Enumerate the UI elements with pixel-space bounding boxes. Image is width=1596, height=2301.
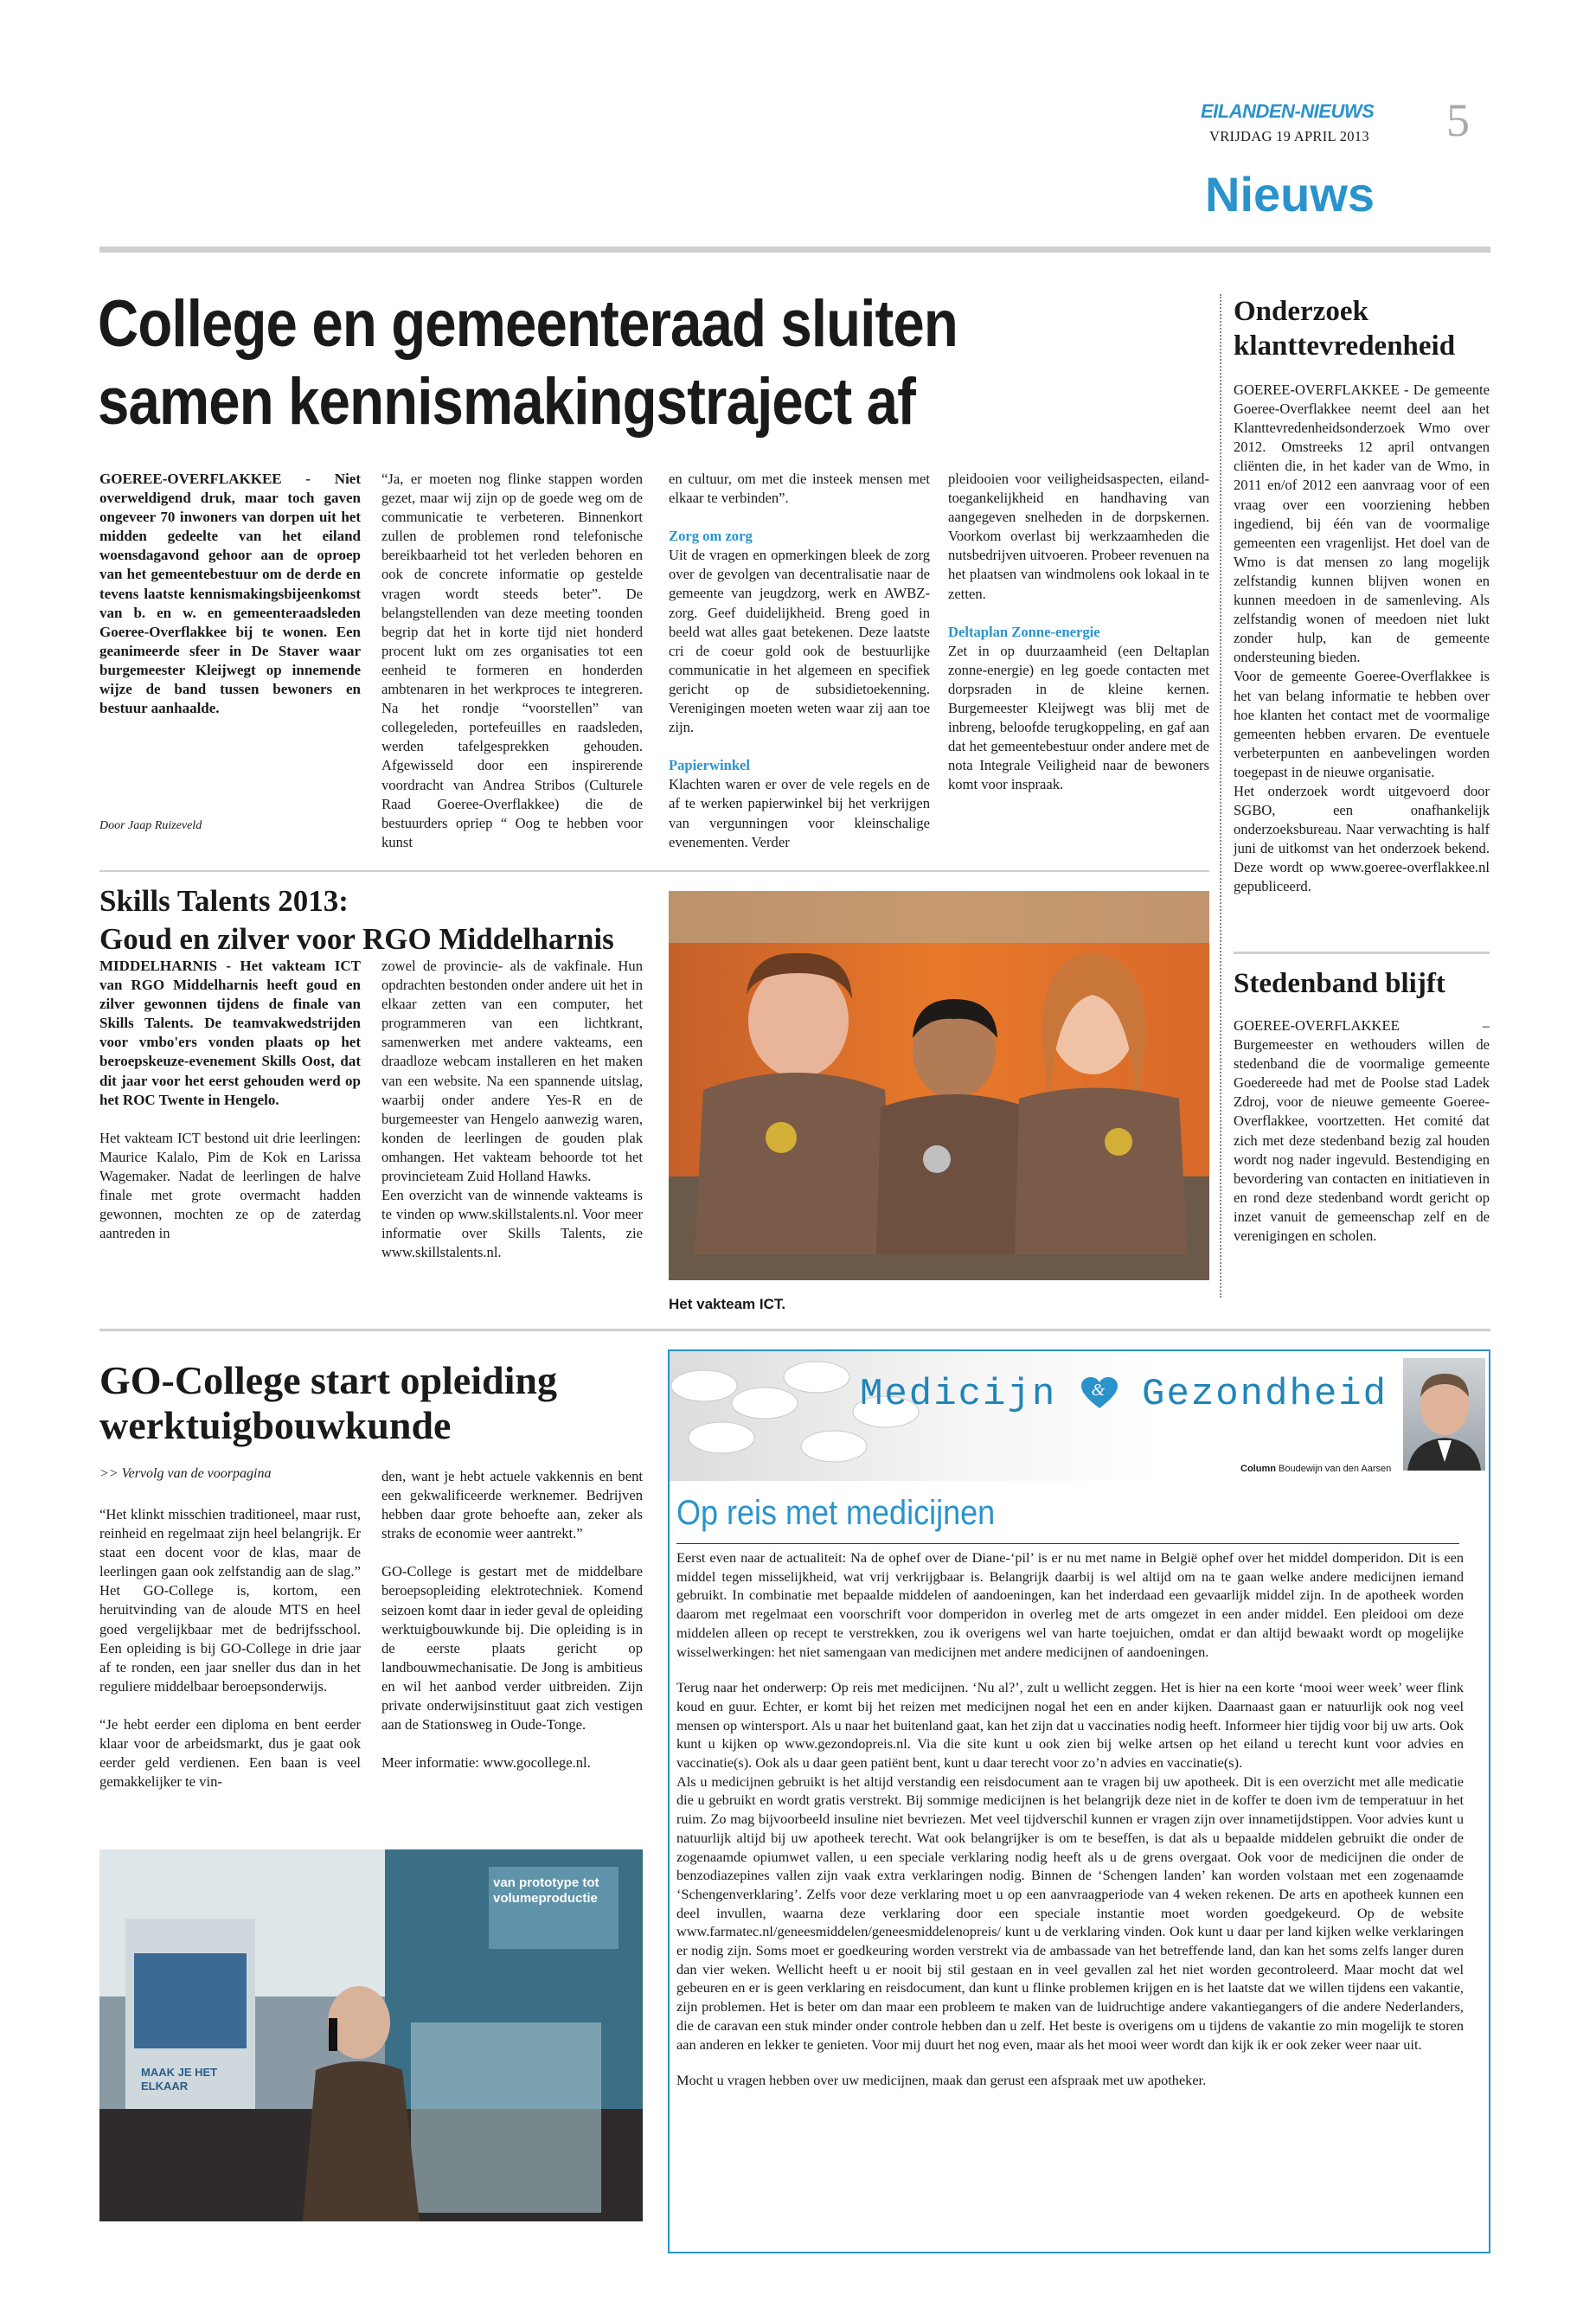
column-p3: Als u medicijnen gebruikt is het altijd verstandig een reisdocument aan te vragen bij uw apotheek. Dit is een overzicht met alle medicatie die u gebruikt en wordt gratis verstrekt. Bij sommige medicijnen is het belangrijk deze niet in de koffer te doen ivm de temperatuur in het ruim. Zo mag bijvoorbeeld insuline niet bevriezen. Met veel tijdverschil kunnen er vragen zijn over innametijdstippen. Voor advies kunt u natuurlijk altijd bij uw apotheek terecht. Wat ook belangrijker is om te beseffen, is dat als u bepaalde middelen gebruikt die onder de zogenaamde opiumwet vallen, u een speciale verklaring nodig heeft als u de grens overgaat. Ook voor de medicijnen die onder de benzodiazepines vallen zijn vaak extra verklaringen nodig. Binnen de ‘Schengen landen’ kan worden volstaan met een zogenaamde ‘Schengenverklaring’. Zelfs voor deze verklaring moet u op een aanvraagperiode van 4 weken rekenen. De arts en apotheek kunnen een deel invullen, waarna deze verklaring door een speciale instantie moet worden goedgekeurd. Op de website www.farmatec.nl/geneesmiddelen/geneesmiddelenopreis/ kunt u de verklaring vinden. Ook kunt u daar per land kijken welke verklaringen er nodig zijn. Soms moet er goedkeuring worden verstrekt via de ambassade van het betreffende land, dan kan het soms zelfs langer duren dan vier weken. Wellicht heeft u er nooit bij stil gestaan en in veel gevallen zal het niet worden gecontroleerd. Maar mocht dat wel gebeuren en er is geen verklaring en reisdocument, dan kunt u flinke problemen krijgen en is het laatste dat we willen tijdens een vakantie, zijn problemen. Het is beter om dan maar een probleem te maken van de luidruchtige andere vakantiegangers of die andere Nederlanders, die de caravan een stuk minder onder controle hebben dan u zelf. Het beste is overigens om u tijdens de vakantie zo min mogelijk te storen aan anderen en lekker te genieten. Voor mij duurt het nog even, maar als het mooi weer wordt dan kijk ik er ook zeker weer naar uit. [676,1772,1464,2053]
speaker-photo-banner-text: van prototype tot volumeproductie [493,1875,599,1906]
article2-lead: MIDDELHARNIS - Het vakteam ICT van RGO Middelharnis heeft goud en zilver gewonnen tijdens de finale van Skills Talents. De teamvakwedstrijden voor vmbo'ers vonden plaats op het beroepskeuze-evenement Skills Oost, dat dit jaar voor het eerst gehouden werd op het ROC Twente in Hengelo. [99,958,361,1108]
article1-title-line2: samen kennismakingstraject af [98,365,915,439]
banner-word-medicijn: Medicijn [860,1373,1057,1416]
article2-bottom-rule [99,1329,1490,1331]
banner-word-gezondheid: Gezondheid [1142,1373,1388,1416]
speaker-photo [99,1849,643,2221]
team-photo-image [669,891,1209,1280]
column-p1: Eerst even naar de actualiteit: Na de ophef over de Diane-‘pil’ is er nu met name in België ophef over het middel domperidon. Dit is een middel tegen misselijkheid, wat vrij verkrijgbaar is. Belangrijk daarbij is wel altijd om na te gaan welke andere medicijnen iemand gebruikt. In combinatie met bepaalde middelen of aandoeningen, kan het inderdaad een gevaarlijk middel zijn. In de apotheek worden daarom met regelmaat een voorschrift voor domperidon in overleg met de arts omgezet in een ander middel. Een pleidooi om deze middelen alleen op recept te verstrekken, zou ik overigens wel van harte toejuichen, omdat er dan altijd bewaakt wordt op mogelijke wisselwerkingen: het niet samengaan van medicijnen met andere medicijnen of aandoeningen. [676,1549,1464,1660]
column-credit [1240,1464,1391,1474]
article1-col2: “Ja, er moeten nog flinke stappen worden gezet, maar wij zijn op de goede weg om de communicatie te verbeteren. Binnenkort zullen de problemen rond telefonische bereikbaarheid tot het verleden behoren en ook de concrete informatie op gestelde vragen wordt steeds beter”. De belangstellenden van deze meeting toonden begrip dat het in korte tijd niet honderd procent lukt om zes organisaties tot een eenheid te formeren en honderden ambtenaren in het werkproces te integreren. Na het rondje “voorstellen” van collegeleden, portefeuilles en raadsleden, werden tafelgesprekken gehouden. Afgewisseld door een inspirerende voordracht van Andrea Stribos (Culturele Raad Goeree-Overflakkee) die de bestuurders opriep “ Oog te hebben voor kunst [381,471,643,850]
sidebar-title-stedenband: Stedenband blijft [1234,968,1445,999]
column-label: Column [1240,1464,1276,1474]
article1-subhead-papierwinkel: Papierwinkel [669,757,751,774]
sidebar-onderzoek-p2: Voor de gemeente Goeree-Overflakkee is het van belang informatie te hebben over hoe klanten het contact met de voormalige gemeenten hebben ervaren. De eventuele verbeterpunten en aanbevelingen worden toegepast in de nieuwe organisatie. [1234,668,1490,780]
header-rule [99,247,1490,253]
columnist-avatar [1403,1358,1485,1471]
article2-title-line2: Goud en zilver voor RGO Middelharnis [99,922,614,956]
article3-col2-p3: Meer informatie: www.gocollege.nl. [381,1754,591,1772]
article1-lead: GOEREE-OVERFLAKKEE - Niet overweldigend druk, maar toch gaven ongeveer 70 inwoners van dorpen uit het midden gedeelte van het eiland woensdagavond gehoor aan de oproep van het gemeentebestuur om de derde en tevens laatste kennismakingsbijeenkomst van b. en w. en gemeenteraadsleden Goeree-Overflakkee bij te wonen. Een geanimeerde sfeer in De Staver waar burgemeester Kleijwegt op innemende wijze de band tussen bewoners en bestuur aanhaalde. [99,471,361,717]
column-author: Boudewijn van den Aarsen [1279,1464,1392,1474]
speaker-photo-poster-text: MAAK JE HET ELKAAR [141,2066,218,2093]
article3-col1-p2: “Je hebt eerder een diploma en bent eerder klaar voor de arbeidsmarkt, dus je gaat ook eerder geld verdienen. Een baan is veel gemakkelijker te vin- [99,1715,361,1791]
column-banner [670,1351,1489,1481]
column-title-rule [676,1543,1459,1544]
masthead-date: VRIJDAG 19 APRIL 2013 [1209,128,1369,144]
article3-title-line1: GO-College start opleiding [99,1358,557,1402]
sidebar-onderzoek-p1: GOEREE-OVERFLAKKEE - De gemeente Goeree-Overflakkee neemt deel aan het Klanttevredenheidsonderzoek Wmo over 2012. Omstreeks 12 april ontvangen cliënten die, in het kader van de Wmo, in 2011 en/of 2012 een aanvraag voor of een vraag over een voorziening hebben ingediend, bij één van de voormalige gemeenten een vragenlijst. Het doel van de Wmo is dat mensen zo lang mogelijk zelfstandig kunnen blijven wonen en kunnen meedoen in de samenleving. Als zelfstandig wonen of meedoen niet lukt zonder hulp, kan de gemeente ondersteuning bieden. [1234,381,1490,666]
article3-col2-p1: den, want je hebt actuele vakkennis en bent een gekwalificeerde werknemer. Bedrijven hebben daar grote behoefte aan, zeker als straks de economie weer aantrekt.” [381,1468,643,1542]
article2-title [99,882,614,958]
team-photo [669,891,1209,1280]
column-title: Op reis met medicijnen [676,1494,996,1532]
article2-title-line1: Skills Talents 2013: [99,884,349,918]
column-p2: Terug naar het onderwerp: Op reis met medicijnen. ‘Nu al?’, zult u wellicht zeggen. Het is hier na een korte ‘mooi weer week’ weer flink koud en guur. Echter, er komt bij het reizen met medicijnen nogal het een en ander kijken. Daarnaast gaan er natuurlijk ook nog veel mensen op wintersport. Als u naar het buitenland gaat, kan het zijn dat u vaccinaties nodig heeft. Informeer hier tijdig voor bij uw arts. Ook kunt u kijken op www.gezondopreis.nl. Via die site kunt u ook zien bij welke artsen op het eiland u terecht kunt voor advies en vaccinatie(s). Ook als u daar geen patiënt bent, kunt u daar terecht voor zo’n advies en vaccinatie(s). [676,1679,1464,1772]
article1-title-line1: College en gemeenteraad sluiten [98,287,958,361]
sidebar-body-stedenband: GOEREE-OVERFLAKKEE – Burgemeester en wethouders willen de stedenband die de voormalige gemeente Goedereede had met de Poolse stad Ladek Zdroj, voor de nieuwe gemeente Goeree-Overflakkee, voortzetten. Het comité dat zich met deze stedenband bezig zal houden wordt nog nader ingevuld. Bestendiging en bevordering van contacten en initiatieven in en rond deze stedenband wordt gericht op inzet vanuit de gemeenschap zelf en de verenigingen en scholen. [1234,1017,1490,1245]
column-body [676,1548,1464,2090]
article3-continued: >> Vervolg van de voorpagina [99,1466,272,1481]
sidebar-divider [1220,294,1221,1298]
page-number: 5 [1446,94,1470,146]
article3-col1 [99,1505,361,1791]
article1-col4-p1: pleidooien voor veiligheidsaspecten, eiland-toegankelijkheid en handhaving van aangegeven snelheden in de dorpskernen. Voorkom overlast bij werkzaamheden die nutsbedrijven uitvoeren. Probeer revenuen na het plaatsen van windmolens ook lokaal in te zetten. [948,471,1209,602]
column-p4: Mocht u vragen hebben over uw medicijnen, maak dan gerust een afspraak met uw apotheker. [676,2072,1207,2089]
article1-col3-p2: Uit de vragen en opmerkingen bleek de zorg over de gevolgen van decentralisatie naar de gemeente van jeugdzorg, werk en AWBZ-zorg. Geef duidelijkheid. Breng goed in beeld wat alles gaat betekenen. Deze laatste cri de coeur gold ook de bestuurlijke communicatie in het algemeen en specifiek gericht op de subsidietoekenning. Verenigingen moeten weten waar zij aan toe zijn. [669,547,930,736]
article1-col3-p3: Klachten waren er over de vele regels en de af te werken papierwinkel bij het verkrijgen van vergunningen voor kleinschalige evenementen. Verder [669,776,930,850]
sidebar-onderzoek-p3: Het onderzoek wordt uitgevoerd door SGBO, een onafhankelijk onderzoeksbureau. Naar verwachting is half juni de uitkomst van het onderzoek bekend. Deze wordt op www.goeree-overflakkee.nl gepubliceerd. [1234,782,1490,895]
article1-col4-p2: Zet in op duurzaamheid (een Deltaplan zonne-energie) en leg goede contacten met dorpsraden in de kleine kernen. Burgemeester Kleijwegt was blij met de inbreng, beloofde terugkoppeling, en gaf aan dat het gemeentebestuur onder andere met de nota Integrale Veiligheid naar de bewoners komt voor inspraak. [948,642,1209,793]
article2-col2-p2: Een overzicht van de winnende vakteams is te vinden op www.skillstalents.nl. Voor meer informatie over Skills Talents, zie www.skillstalents.nl. [381,1187,643,1261]
article3-col2-p2: GO-College is gestart met de middelbare beroepsopleiding elektrotechniek. Komend seizoen komt daar in ieder geval de opleiding werktuigbouwkunde bij. Die opleiding is in de eerste plaats gericht op landbouwmechanisatie. De Jong is ambitieus en wil het aanbod verder uitbreiden. Zijn private onderwijsinstituut gaat zich vestigen aan de Stationsweg in Oude-Tonge. [381,1563,643,1734]
team-photo-caption: Het vakteam ICT. [669,1296,786,1312]
article3-title [99,1358,557,1448]
column-box [668,1349,1490,2253]
article1-col3-p1: en cultuur, om met die insteek mensen met elkaar te verbinden”. [669,471,930,507]
article1-subhead-deltaplan: Deltaplan Zonne-energie [948,623,1100,640]
article1-col4 [948,470,1209,795]
article3-title-line2: werktuigbouwkunde [99,1403,452,1447]
sidebar-body-onderzoek [1234,381,1490,897]
sidebar-rule [1234,952,1490,954]
article3-col1-p1: “Het klinkt misschien traditioneel, maar rust, reinheid en regelmaat zijn heel belangrijk. Er staat een docent voor de klas, maar de leerlingen gaan ook zelfstandig aan de slag.” Het GO-College is, kortom, een heruitvinding van de aloude MTS en heel goed vergelijkbaar met de bedrijfsschool. Een opleiding is bij GO-College in drie jaar af te ronden, een jaar sneller dus dan in het reguliere middelbaar beroepsonderwijs. [99,1506,361,1695]
pills-icon [670,1351,929,1481]
article1-subhead-zorg: Zorg om zorg [669,528,753,545]
article2-col2 [381,957,643,1263]
sidebar-title-onderzoek: Onderzoek klanttevredenheid [1234,296,1456,362]
article2-rule [99,870,1209,872]
article1-byline: Door Jaap Ruizeveld [99,819,202,832]
article1-title [98,285,958,441]
article2-col1-p2: Het vakteam ICT bestond uit drie leerlingen: Maurice Kalalo, Pim de Kok en Larissa Wagemaker. Nadat de leerlingen de halve finale met grote overmacht hadden gewonnen, mochten ze op de zaterdag aantreden in [99,1129,361,1242]
banner-ampersand: & [1091,1381,1107,1400]
masthead-brand: EILANDEN-NIEUWS [1201,100,1375,122]
heart-icon [1081,1377,1118,1410]
article2-col2-p1: zowel de provincie- als de vakfinale. Hun opdrachten bestonden onder andere uit het in elkaar zetten van een computer, het programmeren van een lichtkrant, samenwerken met andere vakteams, een draadloze webcam installeren en het maken van een website. Na een spannende uitslag, waarbij onder andere Yes-R en de burgemeester van Hengelo aanwezig waren, konden de leerlingen de gouden plak omhangen. Het vakteam behoorde tot het provincieteam Zuid Holland Hawks. [381,958,643,1185]
section-title: Nieuws [1205,167,1375,221]
article3-col2 [381,1467,643,1772]
article2-col1 [99,957,361,1243]
article1-col3 [669,470,930,852]
column-banner-title [860,1373,1388,1416]
